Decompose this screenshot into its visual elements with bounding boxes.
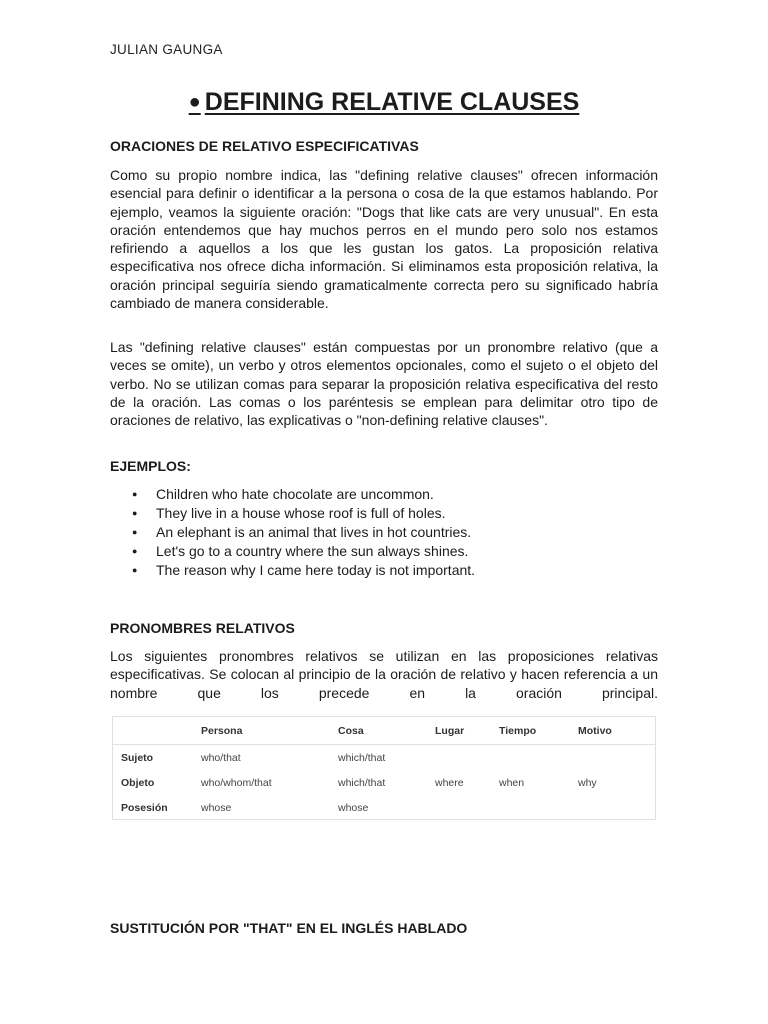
- table-cell: Sujeto: [121, 751, 154, 764]
- author-name: JULIAN GAUNGA: [110, 42, 223, 57]
- list-item: ● Children who hate chocolate are uncommon.: [110, 485, 658, 504]
- section-heading-especificativas: ORACIONES DE RELATIVO ESPECIFICATIVAS: [110, 138, 419, 154]
- table-cell: whose: [201, 801, 232, 814]
- section-heading-ejemplos: EJEMPLOS:: [110, 458, 191, 474]
- table-cell: which/that: [338, 751, 386, 764]
- table-cell: when: [499, 776, 525, 789]
- section-heading-that: SUSTITUCIÓN POR "THAT" EN EL INGLÉS HABLADO: [110, 920, 468, 936]
- table-cell: [578, 745, 655, 771]
- table-row: [113, 795, 655, 820]
- section-heading-pronombres: PRONOMBRES RELATIVOS: [110, 620, 295, 636]
- table-cell: [435, 795, 499, 820]
- table-cell: [499, 795, 578, 820]
- table-header-row: [113, 717, 655, 745]
- table-cell: [499, 745, 578, 771]
- table-header-motivo: Motivo: [578, 717, 655, 745]
- pronouns-table: [113, 717, 655, 820]
- table-header-persona: Persona: [201, 717, 338, 745]
- table-header-tiempo: Tiempo: [499, 717, 578, 745]
- list-item: ● The reason why I came here today is not important.: [110, 561, 658, 580]
- table-row: [113, 745, 655, 771]
- table-row: [113, 770, 655, 795]
- table-cell: Objeto: [121, 776, 155, 789]
- table-header-empty: [113, 717, 201, 745]
- table-cell: who/that: [201, 751, 241, 764]
- paragraph-pronouns: Los siguientes pronombres relativos se utilizan en las proposiciones relativas especificativas. Se colocan al principio de la oración de relativo y hacen referencia a un nombre que los precede en la oración principal.: [110, 648, 658, 701]
- table-cell: which/that: [338, 776, 386, 789]
- table-cell: where: [435, 776, 464, 789]
- table-cell: why: [578, 776, 597, 789]
- table-cell: [435, 745, 499, 771]
- table-header-cosa: Cosa: [338, 717, 435, 745]
- list-item: ● An elephant is an animal that lives in hot countries.: [110, 523, 658, 542]
- paragraph-structure: Las "defining relative clauses" están compuestas por un pronombre relativo (que a veces se omite), un verbo y otros elementos opcionales, como el sujeto o el objeto del verbo. No se utilizan comas para separar la proposición relativa especificativa del resto de la oración. Las comas o los paréntesis se emplean para delimitar otro tipo de oraciones de relativo, las explicativas o "non-defining relative clauses".: [110, 339, 658, 429]
- table-cell: Posesión: [121, 801, 168, 814]
- table-header-lugar: Lugar: [435, 717, 499, 745]
- pronouns-table-image: [112, 716, 656, 820]
- bullet-icon: ●: [188, 91, 201, 113]
- table-cell: [578, 795, 655, 820]
- list-item: ● They live in a house whose roof is full of holes.: [110, 504, 658, 523]
- list-item: ● Let's go to a country where the sun always shines.: [110, 542, 658, 561]
- examples-list: [110, 485, 658, 580]
- page-title-text: DEFINING RELATIVE CLAUSES: [204, 88, 580, 116]
- page-title: [110, 88, 658, 117]
- paragraph-intro: Como su propio nombre indica, las "defining relative clauses" ofrecen información esencial para definir o identificar a la persona o cosa de la que estamos hablando. Por ejemplo, veamos la siguiente oración: "Dogs that like cats are very unusual". En esta oración entendemos que hay muchos perros en el mundo pero solo nos estamos refiriendo a aquellos a los que les gustan los gatos. La proposición relativa especificativa nos ofrece dicha información. Si eliminamos esta proposición relativa, la oración principal seguiría siendo gramaticalmente correcta pero su significado habría cambiado de manera considerable.: [110, 167, 658, 312]
- table-cell: who/whom/that: [201, 776, 272, 789]
- table-cell: whose: [338, 801, 369, 814]
